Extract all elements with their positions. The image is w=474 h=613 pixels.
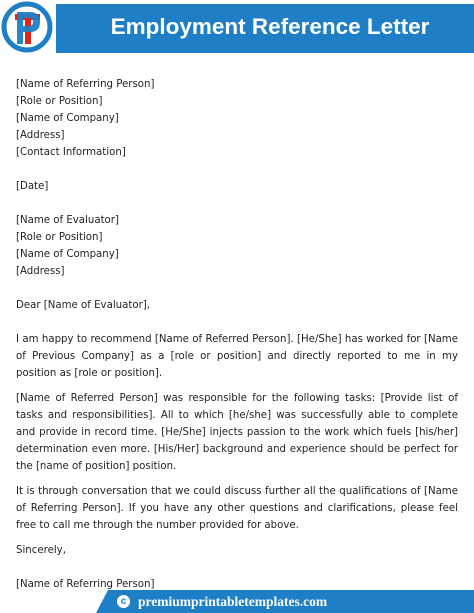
recipient-role: [Role or Position] [16, 232, 103, 243]
sender-address: [Address] [16, 130, 65, 141]
recipient-address-block [16, 212, 458, 280]
paragraph-recommendation: I am happy to recommend [Name of Referred Person]. [He/She] has worked for [Name of Previous Company] as a [role or position] and directly reported to me in my position as [role or position]. [16, 334, 458, 379]
closing: Sincerely, [16, 545, 66, 556]
signature-name: [Name of Referring Person] [16, 579, 155, 590]
letter-date: [Date] [16, 181, 49, 192]
sender-contact: [Contact Information] [16, 147, 126, 158]
salutation: Dear [Name of Evaluator], [16, 300, 150, 311]
pt-logo-svg [0, 0, 56, 56]
copyright-icon: c [117, 595, 130, 608]
closing-block [16, 542, 458, 559]
recipient-address: [Address] [16, 266, 65, 277]
recipient-company: [Name of Company] [16, 249, 119, 260]
footer-bar-edge [96, 590, 108, 613]
site-link[interactable]: premiumprintabletemplates.com [138, 594, 328, 609]
letter-body [16, 76, 458, 593]
paragraph-contact: It is through conversation that we could discuss further all the qualifications of [Name of Referring Person]. If you have any other questions and clarifications, please feel free to call me through the number provided for above. [16, 486, 458, 531]
recipient-name: [Name of Evaluator] [16, 215, 119, 226]
sender-company: [Name of Company] [16, 113, 119, 124]
header-stripe [0, 50, 474, 53]
header-banner [0, 0, 474, 56]
salutation-block [16, 297, 458, 314]
page-title: Employment Reference Letter [110, 14, 430, 39]
date-block [16, 178, 458, 195]
sender-address-block [16, 76, 458, 161]
pt-logo-icon [0, 0, 56, 56]
sender-role: [Role or Position] [16, 96, 103, 107]
sender-name: [Name of Referring Person] [16, 79, 155, 90]
footer-banner [0, 586, 474, 613]
paragraph-responsibilities: [Name of Referred Person] was responsible for the following tasks: [Provide list of tasks and responsibilities]. All to which [he/she] was successfully able to complete and provide in record time. [He/She] injects passion to the work which fuels [his/her] determination even more. [His/Her] background and experience should be perfect for the [name of position] position. [16, 393, 458, 472]
